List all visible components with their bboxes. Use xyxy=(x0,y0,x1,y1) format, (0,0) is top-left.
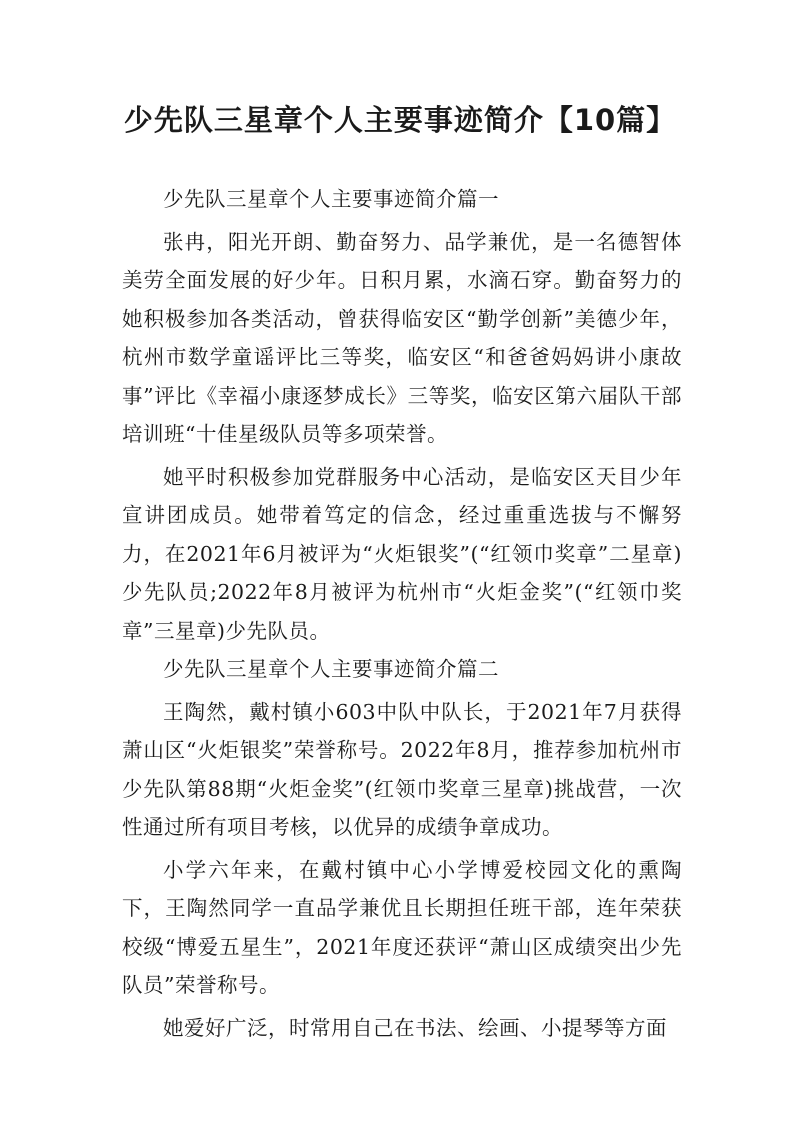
paragraph: 她平时积极参加党群服务中心活动，是临安区天目少年宣讲团成员。她带着笃定的信念，经过重重选拔与不懈努力，在2021年6月被评为“火炬银奖”(“红领巾奖章”二星章)少先队员;2022年8月被评为杭州市“火炬金奖”(“红领巾奖章”三星章)少先队员。 xyxy=(122,464,682,643)
document-title: 少先队三星章个人主要事迹简介【10篇】 xyxy=(123,103,677,137)
paragraph: 王陶然，戴村镇小603中队中队长，于2021年7月获得萧山区“火炬银奖”荣誉称号。2022年8月，推荐参加杭州市少先队第88期“火炬金奖”(红领巾奖章三星章)挑战营，一次性通过所有项目考核，以优异的成绩争章成功。 xyxy=(122,699,682,839)
section-heading-1: 少先队三星章个人主要事迹简介篇一 xyxy=(163,187,499,211)
section-heading-2: 少先队三星章个人主要事迹简介篇二 xyxy=(163,657,499,681)
document-body xyxy=(122,180,682,1047)
paragraph: 小学六年来，在戴村镇中心小学博爱校园文化的熏陶下，王陶然同学一直品学兼优且长期担任班干部，连年荣获校级“博爱五星生”，2021年度还获评“萧山区成绩突出少先队员”荣誉称号。 xyxy=(122,857,682,997)
paragraph: 她爱好广泛，时常用自己在书法、绘画、小提琴等方面 xyxy=(163,1015,667,1040)
paragraph: 张冉，阳光开朗、勤奋努力、品学兼优，是一名德智体美劳全面发展的好少年。日积月累，水滴石穿。勤奋努力的她积极参加各类活动，曾获得临安区“勤学创新”美德少年，杭州市数学童谣评比三等奖，临安区“和爸爸妈妈讲小康故事”评比《幸福小康逐梦成长》三等奖，临安区第六届队干部培训班“十佳星级队员等多项荣誉。 xyxy=(122,229,682,446)
